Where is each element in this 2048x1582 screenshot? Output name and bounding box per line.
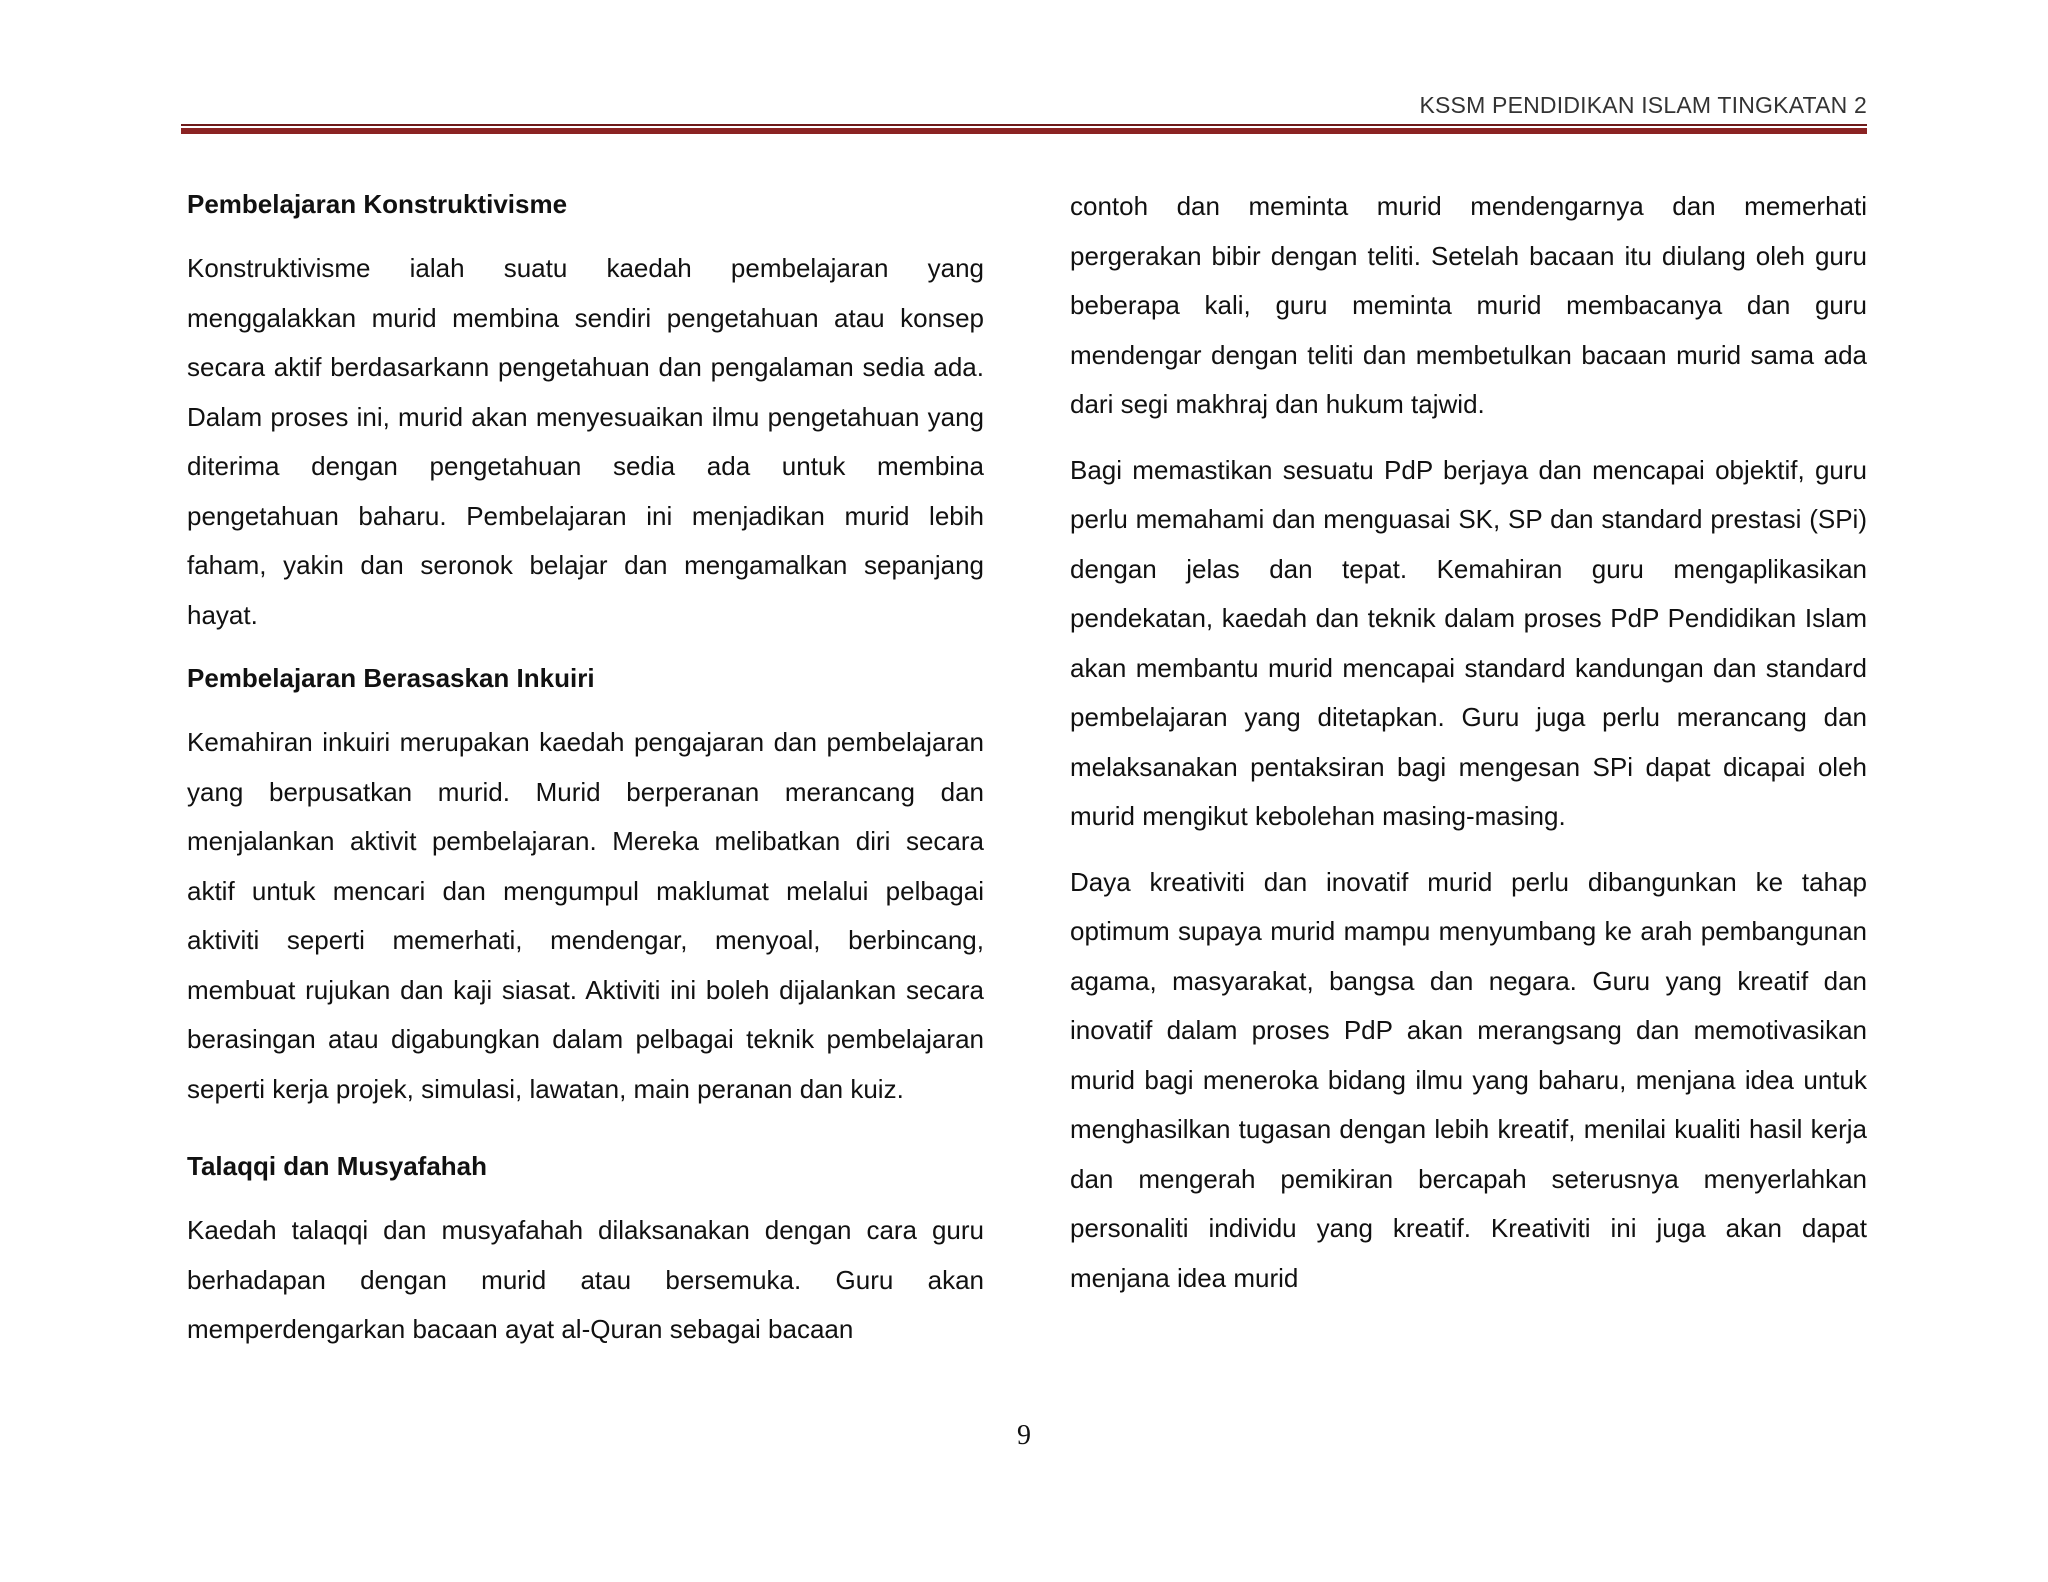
paragraph-kreativiti: Daya kreativiti dan inovatif murid perlu dibangunkan ke tahap optimum supaya murid mampu menyumbang ke arah pembangunan agama, masyarakat, bangsa dan negara. Guru yang kreatif dan inovatif dalam proses PdP akan merangsang dan memotivasikan murid bagi meneroka bidang ilmu yang baharu, menjana idea untuk menghasilkan tugasan dengan lebih kreatif, menilai kualiti hasil kerja dan mengerah pemikiran bercapah seterusnya menyerlahkan personaliti individu yang kreatif. Kreativiti ini juga akan dapat menjana idea murid bbox=[1070, 866, 1867, 1293]
running-header: KSSM PENDIDIKAN ISLAM TINGKATAN 2 bbox=[1419, 92, 1867, 118]
paragraph-talaqqi-continued: contoh dan meminta murid mendengarnya dan memerhati pergerakan bibir dengan teliti. Setelah bacaan itu diulang oleh guru beberapa kali, guru meminta murid membacanya dan guru mendengar dengan teliti dan membetulkan bacaan murid sama ada dari segi makhraj dan hukum tajwid. bbox=[1070, 191, 1867, 419]
paragraph-pdp-objektif: Bagi memastikan sesuatu PdP berjaya dan mencapai objektif, guru perlu memahami dan menguasai SK, SP dan standard prestasi (SPi) dengan jelas dan tepat. Kemahiran guru mengaplikasikan pendekatan, kaedah dan teknik dalam proses PdP Pendidikan Islam akan membantu murid mencapai standard kandungan dan standard pembelajaran yang ditetapkan. Guru juga perlu merancang dan melaksanakan pentaksiran bagi mengesan SPi dapat dicapai oleh murid mengikut kebolehan masing-masing. bbox=[1070, 454, 1867, 831]
heading-konstruktivisme: Pembelajaran Konstruktivisme bbox=[187, 189, 568, 219]
heading-talaqqi: Talaqqi dan Musyafahah bbox=[187, 1151, 488, 1181]
heading-inkuiri: Pembelajaran Berasaskan Inkuiri bbox=[187, 663, 595, 693]
paragraph-inkuiri: Kemahiran inkuiri merupakan kaedah pengajaran dan pembelajaran yang berpusatkan murid. Murid berperanan merancang dan menjalankan aktivit pembelajaran. Mereka melibatkan diri secara aktif untuk mencari dan mengumpul maklumat melalui pelbagai aktiviti seperti memerhati, mendengar, menyoal, berbincang, membuat rujukan dan kaji siasat. Aktiviti ini boleh dijalankan secara berasingan atau digabungkan dalam pelbagai teknik pembelajaran seperti kerja projek, simulasi, lawatan, main peranan dan kuiz. bbox=[187, 727, 984, 1104]
paragraph-talaqqi: Kaedah talaqqi dan musyafahah dilaksanakan dengan cara guru berhadapan dengan murid atau bersemuka. Guru akan memperdengarkan bacaan ayat al-Quran sebagai bacaan bbox=[187, 1215, 984, 1344]
header-rule-thin bbox=[181, 124, 1867, 126]
right-column bbox=[1070, 182, 1867, 1319]
page-number: 9 bbox=[1017, 1420, 1031, 1451]
left-column bbox=[187, 182, 984, 1371]
paragraph-konstruktivisme: Konstruktivisme ialah suatu kaedah pembelajaran yang menggalakkan murid membina sendiri pengetahuan atau konsep secara aktif berdasarkann pengetahuan dan pengalaman sedia ada. Dalam proses ini, murid akan menyesuaikan ilmu pengetahuan yang diterima dengan pengetahuan sedia ada untuk membina pengetahuan baharu. Pembelajaran ini menjadikan murid lebih faham, yakin dan seronok belajar dan mengamalkan sepanjang hayat. bbox=[187, 253, 984, 630]
header-rule-thick bbox=[181, 128, 1867, 134]
